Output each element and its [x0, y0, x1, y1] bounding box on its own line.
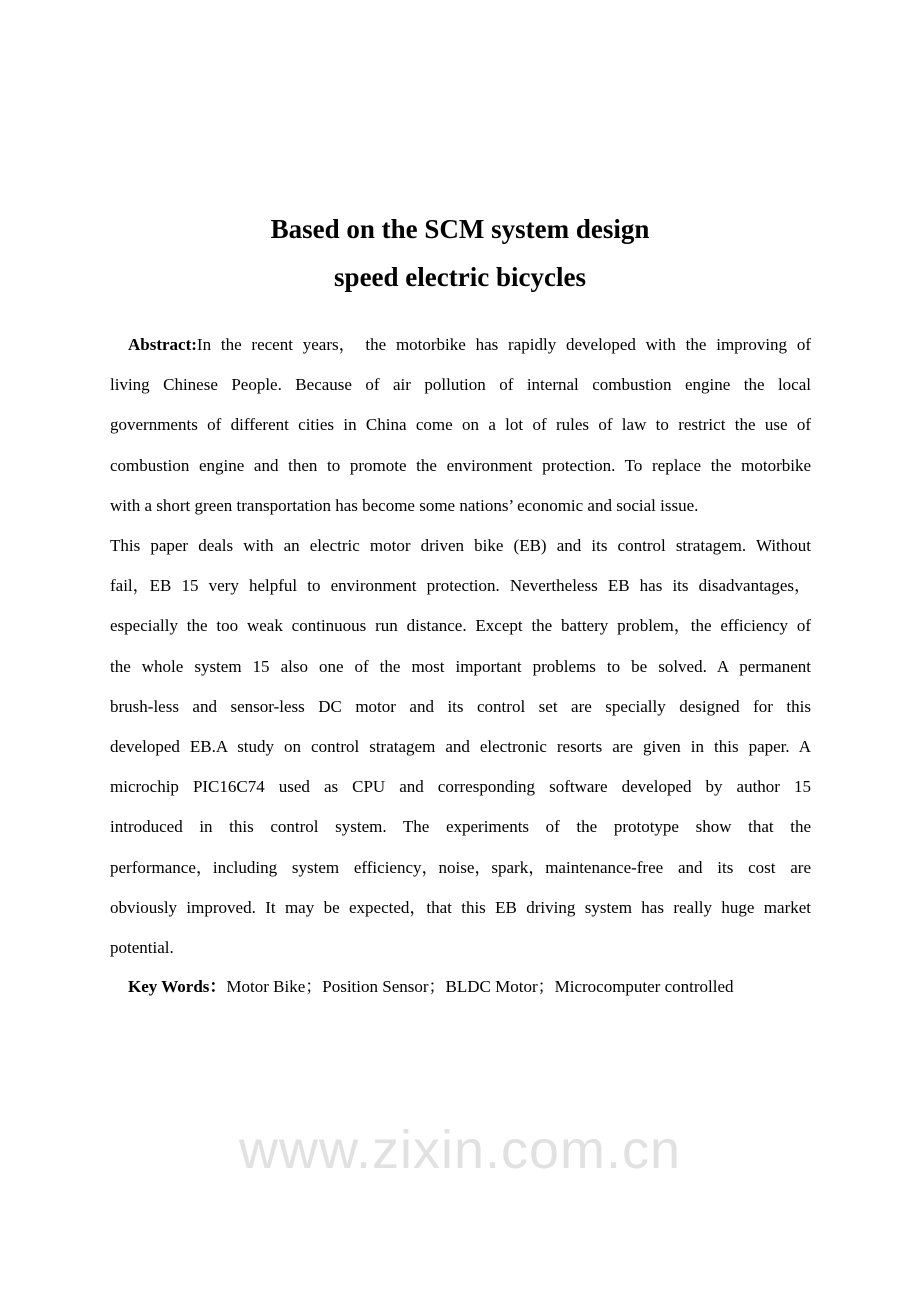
abstract-line: [110, 776, 811, 798]
abstract-line: [110, 575, 811, 597]
abstract-line: [110, 535, 811, 557]
abstract-line-text: microchip PIC16C74 used as CPU and corresponding software developed by author 15: [110, 777, 811, 797]
abstract-line-text: the whole system 15 also one of the most important problems to be solved. A permanent: [110, 656, 811, 676]
abstract-line-text: potential.: [110, 938, 174, 957]
abstract-line: [110, 495, 811, 517]
abstract-line: [110, 897, 811, 919]
abstract-line: [110, 615, 811, 637]
abstract-line: [110, 656, 811, 678]
abstract-line-text: This paper deals with an electric motor driven bike (EB) and its control stratagem. Without: [110, 536, 811, 555]
abstract-line-inner: [128, 334, 811, 356]
abstract-line-text: governments of different cities in China come on a lot of rules of law to restrict the use of: [110, 415, 811, 435]
abstract-line: [110, 816, 811, 838]
abstract-line: [110, 455, 811, 477]
abstract-line-text: introduced in this control system. The experiments of the prototype show that the: [110, 817, 811, 837]
abstract-line-text: living Chinese People. Because of air pollution of internal combustion engine the local: [110, 375, 811, 395]
keywords-text: Motor Bike；Position Sensor；BLDC Motor；Microcomputer controlled: [226, 977, 734, 996]
abstract-line: [110, 374, 811, 396]
abstract-line-text: obviously improved. It may be expected，that this EB driving system has really huge market: [110, 897, 811, 917]
abstract-label: Abstract:: [128, 335, 197, 354]
abstract-line: [110, 414, 811, 436]
abstract-line: [110, 857, 811, 879]
title-line-1: Based on the SCM system design: [270, 214, 650, 244]
abstract-line-text: developed EB.A study on control stratagem and electronic resorts are given in this paper. A: [110, 737, 811, 756]
watermark: www.zixin.com.cn: [238, 1120, 682, 1180]
keywords-line: [128, 976, 811, 998]
title-line-2: speed electric bicycles: [334, 262, 586, 292]
abstract-line: [110, 736, 811, 758]
abstract-line: [128, 334, 811, 356]
keywords-label: Key Words：: [128, 977, 227, 996]
keywords-line-inner: [128, 976, 734, 998]
abstract-line-text: fail，EB 15 very helpful to environment protection. Nevertheless EB has its disadvantages，: [110, 576, 811, 596]
abstract-line-text: especially the too weak continuous run distance. Except the battery problem，the efficiency of: [110, 616, 811, 636]
abstract-line-text: combustion engine and then to promote the environment protection. To replace the motorbike: [110, 455, 811, 475]
abstract-line: [110, 696, 811, 718]
abstract-line-text: brush-less and sensor-less DC motor and its control set are specially designed for this: [110, 696, 811, 716]
abstract-line: [110, 937, 811, 959]
abstract-line-text: performance，including system efficiency，noise，spark，maintenance-free and its cost are: [110, 857, 811, 877]
abstract-text: In the recent years， the motorbike has rapidly developed with the improving of: [196, 335, 811, 354]
abstract-line-text: with a short green transportation has become some nations’ economic and social issue.: [110, 495, 699, 515]
